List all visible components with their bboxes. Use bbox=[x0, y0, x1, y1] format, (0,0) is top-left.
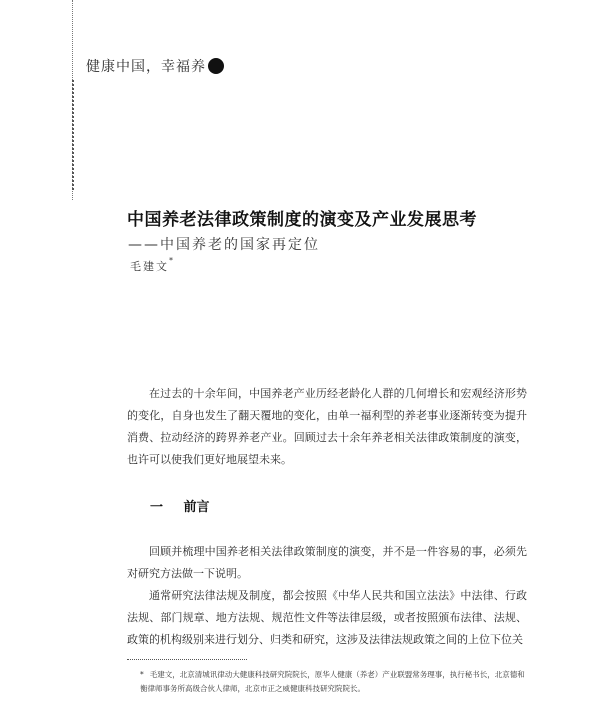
article-title: 中国养老法律政策制度的演变及产业发展思考 bbox=[127, 210, 477, 230]
scan-edge-line-dark bbox=[72, 80, 74, 190]
section-heading bbox=[150, 496, 210, 515]
footnote-marker: * bbox=[140, 670, 144, 679]
footnote-divider bbox=[127, 659, 247, 660]
author-footnote-marker: * bbox=[169, 256, 175, 266]
article-author bbox=[130, 258, 175, 274]
author-name: 毛建文 bbox=[130, 260, 169, 273]
footnote-text: 毛建文，北京清城讯律动大健康科技研究院院长，原华人健康（养老）产业联盟常务理事，执行秘书长，北京德和衡律师事务所高级合伙人律师，北京市正之威健康科技研究院院长。 bbox=[140, 670, 525, 693]
body-paragraph: 通常研究法律法规及制度，都会按照《中华人民共和国立法法》中法律、行政法规、部门规章、地方法规、规范性文件等法律层级，或者按照颁布法律、法规、政策的机构级别来进行划分、归类和研究，这涉及法律法规政策之间的上位下位关 bbox=[127, 589, 527, 646]
section-title: 前言 bbox=[183, 500, 210, 515]
abstract-paragraph: 在过去的十余年间，中国养老产业历经老龄化人群的几何增长和宏观经济形势的变化，自身也发生了翻天覆地的变化，由单一福利型的养老事业逐渐转变为提升消费、拉动经济的跨界养老产业。回顾过去十余年养老相关法律政策制度的演变，也许可以使我们更好地展望未来。 bbox=[127, 387, 527, 466]
article-subtitle: ——中国养老的国家再定位 bbox=[128, 237, 320, 253]
header-dot-icon bbox=[208, 58, 224, 74]
footnote bbox=[140, 668, 530, 696]
body-paragraph: 回顾并梳理中国养老相关法律政策制度的演变，并不是一件容易的事，必须先对研究方法做一下说明。 bbox=[127, 545, 527, 580]
section-number: 一 bbox=[150, 500, 164, 515]
running-header bbox=[86, 56, 224, 76]
running-header-text: 健康中国，幸福养 bbox=[86, 59, 206, 75]
